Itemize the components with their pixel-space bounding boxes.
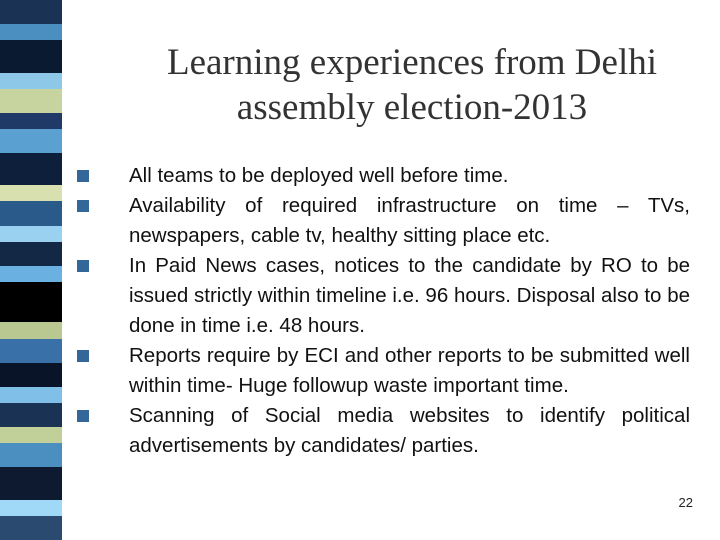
bullet-item [77, 251, 690, 341]
stripe-segment [0, 282, 62, 322]
stripe-segment [0, 322, 62, 338]
stripe-segment [0, 201, 62, 225]
square-bullet-icon [77, 410, 89, 422]
bullet-text: Reports require by ECI and other reports to be submitted well within time- Huge followup waste important time. [129, 344, 690, 397]
stripe-segment [0, 24, 62, 40]
stripe-segment [0, 363, 62, 387]
stripe-segment [0, 403, 62, 427]
bullet-text: In Paid News cases, notices to the candidate by RO to be issued strictly within timeline i.e. 96 hours. Disposal also to be done in time i.e. 48 hours. [129, 254, 690, 337]
bullet-text: Availability of required infrastructure on time – TVs, newspapers, cable tv, healthy sitting place etc. [129, 194, 690, 247]
square-bullet-icon [77, 350, 89, 362]
stripe-segment [0, 443, 62, 467]
square-bullet-icon [77, 260, 89, 272]
stripe-segment [0, 129, 62, 153]
stripe-segment [0, 387, 62, 403]
square-bullet-icon [77, 200, 89, 212]
stripe-segment [0, 339, 62, 363]
stripe-segment [0, 427, 62, 443]
stripe-segment [0, 500, 62, 516]
stripe-segment [0, 89, 62, 113]
stripe-segment [0, 40, 62, 72]
stripe-segment [0, 266, 62, 282]
stripe-segment [0, 73, 62, 89]
bullet-item [77, 161, 690, 191]
bullet-item [77, 191, 690, 251]
bullet-text: All teams to be deployed well before time. [129, 164, 509, 187]
bullet-list [77, 161, 690, 461]
stripe-segment [0, 0, 62, 24]
decorative-stripe-bar [0, 0, 62, 540]
title-line-2: assembly election-2013 [236, 87, 588, 128]
stripe-segment [0, 185, 62, 201]
page-number: 22 [678, 495, 693, 510]
slide-title [112, 40, 712, 130]
stripe-segment [0, 226, 62, 242]
stripe-segment [0, 113, 62, 129]
stripe-segment [0, 153, 62, 185]
square-bullet-icon [77, 170, 89, 182]
stripe-segment [0, 516, 62, 540]
stripe-segment [0, 242, 62, 266]
title-line-1: Learning experiences from Delhi [166, 42, 658, 83]
bullet-item [77, 341, 690, 401]
stripe-segment [0, 467, 62, 499]
bullet-item [77, 401, 690, 461]
bullet-text: Scanning of Social media websites to identify political advertisements by candidates/ parties. [129, 404, 690, 457]
